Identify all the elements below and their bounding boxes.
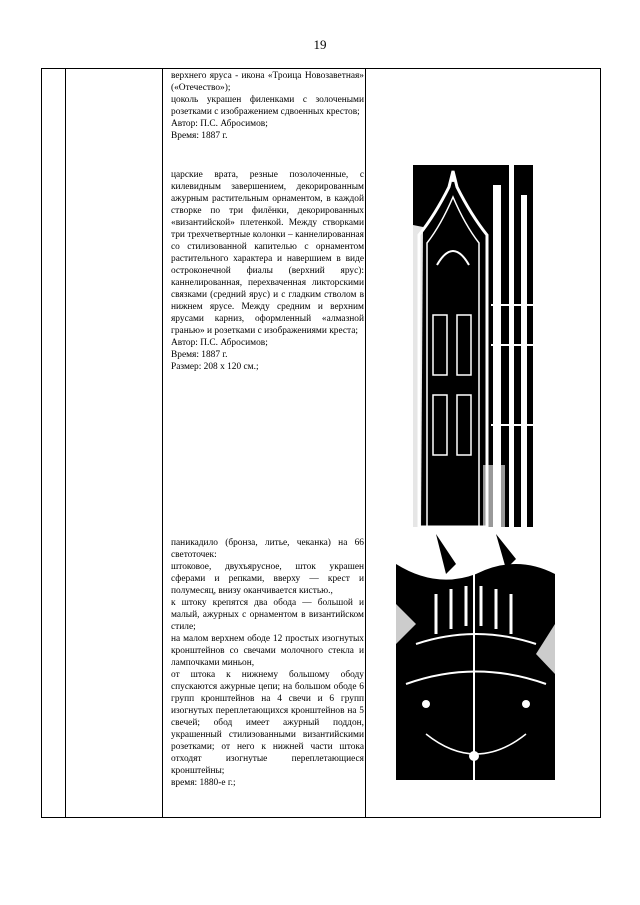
chandelier-photo: [396, 534, 555, 780]
inventory-table: [41, 68, 601, 818]
table-left-border: [41, 68, 42, 818]
column-divider-3: [365, 68, 366, 818]
table-bottom-border: [41, 817, 601, 818]
column-divider-2: [162, 68, 163, 818]
table-right-border: [600, 68, 601, 818]
description-line: паникадило (бронза, литье, чеканка) на 66 светоточек:: [171, 538, 364, 560]
description-line: на малом верхнем ободе 12 простых изогнутых кронштейнов со свечами молочного стекла и лампочками миньон,: [171, 634, 364, 668]
author-line: Автор: П.С. Абросимов;: [171, 119, 268, 129]
column-divider-1: [65, 68, 66, 818]
description-line: царские врата, резные позолоченные, с килевидным завершением, декорированным ажурным растительным орнаментом, в каждой створке по три филёнки, декорированных «византийской» плетенкой. Между створками три трехчетвертные колонки – каннелированная со стилизованной капителью с орнаментом растительного характера и навершием в виде остроконечной фиалы (верхний ярус): каннелированная, перехваченная ликторскими связками (средний ярус) и с гладким стволом в нижнем ярусе. Между средним и верхним ярусами карниз, оформленный «алмазной гранью» и розетками с изображениями креста;: [171, 170, 364, 336]
author-line: Автор: П.С. Абросимов;: [171, 338, 268, 348]
description-line: штоковое, двухъярусное, шток украшен сферами и репками, вверху — крест и полумесяц, внизу оканчивается кистью.,: [171, 562, 364, 596]
description-block-royal-doors: [171, 169, 364, 373]
description-line: цоколь украшен филенками с золочеными розетками с изображением сдвоенных крестов;: [171, 95, 364, 117]
description-line: к штоку крепятся два обода — большой и малый, ажурных с орнаментом в византийском стиле;: [171, 598, 364, 632]
description-block-chandelier: [171, 537, 364, 789]
date-line: Время: 1887 г.: [171, 350, 228, 360]
royal-doors-image: [413, 165, 533, 527]
description-block-iconostasis-tier: [171, 70, 364, 142]
royal-doors-photo: [413, 165, 533, 527]
date-line: Время: 1887 г.: [171, 131, 228, 141]
page-number: 19: [313, 37, 327, 52]
chandelier-image: [396, 534, 555, 780]
table-top-border: [41, 68, 601, 69]
date-line: время: 1880-е г.;: [171, 778, 236, 788]
size-line: Размер: 208 х 120 см.;: [171, 362, 259, 372]
description-line: от штока к нижнему большому ободу спускаются ажурные цепи; на большом ободе 6 групп кронштейнов на 4 свечи и 6 групп изогнутых переплетающихся кронштейнов на 5 свечей; обод имеет ажурный поддон, украшенный стилизованными византийскими розетками; от него к нижней части штока отходят изогнутые переплетающиеся кронштейны;: [171, 670, 364, 776]
description-line: верхнего яруса - икона «Троица Новозаветная» («Отечество»);: [171, 71, 364, 93]
